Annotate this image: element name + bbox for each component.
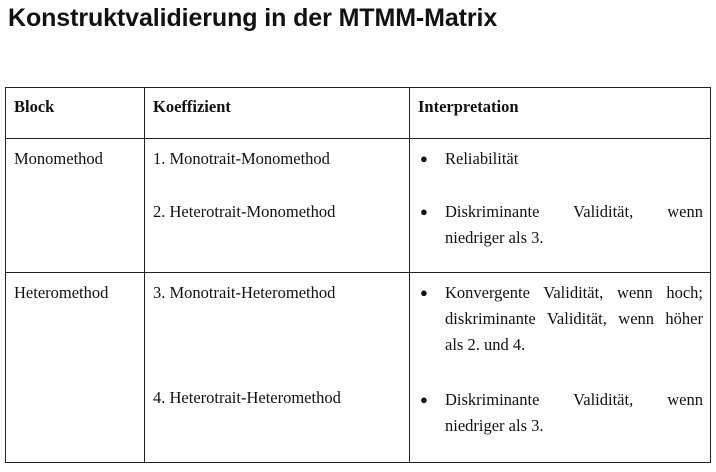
coefficient-3: 3. Monotrait-Heteromethod [153, 283, 336, 302]
table-border-left [5, 87, 6, 463]
header-koeffizient: Koeffizient [153, 97, 231, 116]
bullet-icon: ● [420, 285, 428, 300]
bullet-icon: ● [420, 151, 428, 166]
interpretation-4: Diskriminante Validität, wenn niedriger als 3. [445, 390, 703, 435]
table-border-bottom [5, 462, 711, 463]
page-title: Konstruktvalidierung in der MTMM-Matrix [8, 4, 498, 32]
coefficient-4: 4. Heterotrait-Heteromethod [153, 388, 341, 407]
header-block: Block [14, 97, 55, 116]
header-interpretation: Interpretation [418, 97, 519, 116]
interpretation-1: Reliabilität [445, 149, 519, 168]
table-header-divider [5, 138, 711, 139]
interpretation-3: Konvergente Validität, wenn hoch; diskriminante Validität, wenn höher als 2. und 4. [445, 283, 703, 354]
bullet-icon: ● [420, 204, 428, 219]
coefficient-1: 1. Monotrait-Monomethod [153, 149, 330, 168]
table-row-divider [5, 272, 711, 273]
block-heteromethod: Heteromethod [14, 283, 109, 302]
block-monomethod: Monomethod [14, 149, 103, 168]
coefficient-2: 2. Heterotrait-Monomethod [153, 202, 336, 221]
table-border-top [5, 87, 711, 88]
bullet-icon: ● [420, 392, 428, 407]
table-column-divider-2 [409, 87, 410, 463]
table-border-right [710, 87, 711, 463]
interpretation-2: Diskriminante Validität, wenn niedriger als 3. [445, 202, 703, 247]
table-column-divider-1 [144, 87, 145, 463]
